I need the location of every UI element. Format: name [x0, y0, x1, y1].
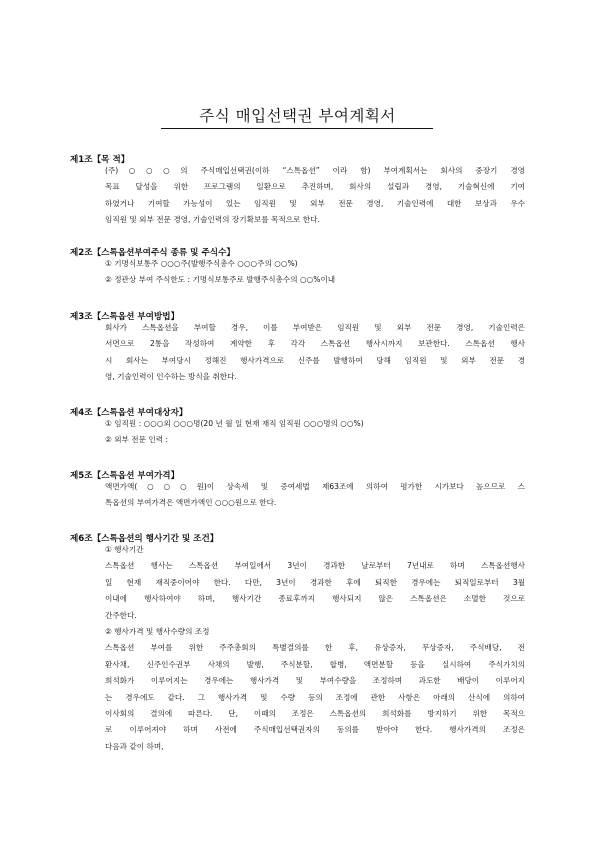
article-3-heading: 제3조【스톡옵션 부여방법】: [70, 312, 180, 322]
article-6-line-6: ② 행사가격 및 행사수량의 조정: [105, 626, 210, 636]
article-5-heading: 제5조【스톡옵션 부여가격】: [70, 471, 180, 481]
article-1-line-3: 하였거나 기여할 가능성이 있는 임직원 및 외부 전문 경영, 기술인력에 대한 보상과 우수: [105, 198, 525, 208]
article-1-heading: 제1조【목 적】: [70, 155, 130, 165]
article-6-line-3: 일 현재 재직중이어야 한다. 다만, 3년이 경과한 후에 퇴직한 경우에는 퇴직일로부터 3월: [105, 577, 525, 587]
article-6-line-5: 간주한다.: [105, 610, 137, 620]
article-6-line-4: 이내에 행사하여야 하며, 행사기간 종료후까지 행사되지 않은 스톡옵션은 소멸한 것으로: [105, 594, 525, 604]
article-4-line-1: ① 임직원 : ○○○외 ○○○명(20 년 월 일 현재 재직 임직원 ○○○명의 ○○%): [105, 419, 364, 428]
article-1-line-4: 임직원 및 외부 전문 경영, 기술인력의 장기확보를 목적으로 한다.: [105, 215, 320, 225]
article-6-line-2: 스톡옵션 행사는 스톡옵션 부여일에서 3년이 경과한 날로부터 7년내로 하며 스톡옵션행사: [105, 561, 525, 571]
article-6-line-9: 희석화가 이루어지는 경우에는 행사가격 및 부여수량을 조정하며 과도한 배당이 이루어지: [105, 676, 525, 686]
article-1-body: [105, 163, 525, 229]
article-5-body: [105, 479, 525, 512]
article-3-line-1: 회사가 스톡옵션을 부여할 경우, 이를 부여받은 임직원 및 외부 전문 경영, 기술인력은: [105, 323, 525, 332]
article-3-line-3: 시 회사는 부여당시 정해진 행사가격으로 신주를 발행하여 당해 임직원 및 외부 전문 경: [105, 355, 525, 365]
article-6-line-12: 로 이루어져야 하며 사전에 주식매입선택권자의 동의를 받아야 한다. 행사가격의 조정은: [105, 725, 525, 735]
article-3-body: [105, 320, 525, 386]
article-5-line-2: 톡옵션의 부여가격은 액면가액인 ○○○원으로 한다.: [105, 498, 277, 508]
article-4-line-2: ② 외부 전문 인력 :: [105, 435, 169, 445]
article-2-heading: 제2조【스톡옵션부여주식 종류 및 주식수】: [70, 248, 235, 258]
article-1-line-2: 목표 달성을 위한 프로그램의 일환으로 추진하며, 회사의 설립과 경영, 기술혁신에 기여: [105, 182, 525, 192]
article-6-line-1: ① 행사기간: [105, 545, 144, 554]
article-2-line-2: ② 정관상 부여 주식한도 : 기명식보통주로 발행주식총수의 ○○%이내: [105, 275, 336, 285]
article-6-line-10: 는 경우에도 같다. 그 행사가격 및 수량 등의 조정에 관한 사항은 아래의 산식에 의하여: [105, 692, 525, 702]
article-6-heading: 제6조【스톡옵션의 행사기간 및 조건】: [70, 534, 219, 544]
article-6-line-11: 이사회의 결의에 따른다. 단, 이때의 조정은 스톡옵션의 희석화를 방지하기 위한 목적으: [105, 708, 525, 718]
article-2-body: [105, 256, 525, 289]
article-3-line-4: 영, 기술인력이 인수하는 방식을 취한다.: [105, 372, 237, 382]
article-2-line-1: ① 기명식보통주 ○○○주(발행주식총수 ○○○주의 ○○%): [105, 259, 298, 268]
article-6-line-8: 환사채, 신주인수권부 사채의 발행, 주식분할, 합병, 액면분할 등을 실시하여 주식가치의: [105, 659, 525, 669]
article-3-line-2: 서면으로 2통을 작성하여 계약한 후 각각 스톡옵션 행사시까지 보관한다. 스톡옵션 행사: [105, 339, 525, 349]
article-6-line-7: 스톡옵션 부여를 위한 주주총회의 특별결의를 한 후, 유상증자, 무상증자, 주식배당, 전: [105, 643, 525, 653]
article-6-line-13: 다음과 같이 하며,: [105, 741, 164, 751]
article-1-line-1: (주)○○○의 주식매입선택권(이하 “스톡옵션” 이라 함) 부여계획서는 회사의 중장기 경영: [105, 166, 525, 175]
article-6-body: [105, 542, 525, 755]
article-4-heading: 제4조【스톡옵션 부여대상자】: [70, 408, 188, 418]
title-underline: [161, 128, 433, 129]
article-5-line-1: 액면가액(○○○원)이 상속세 및 증여세법 제63조에 의하여 평가한 시가보다 높으므로 스: [105, 482, 525, 491]
document-title: 주식 매입선택권 부여계획서: [199, 107, 396, 125]
article-4-body: [105, 416, 525, 449]
